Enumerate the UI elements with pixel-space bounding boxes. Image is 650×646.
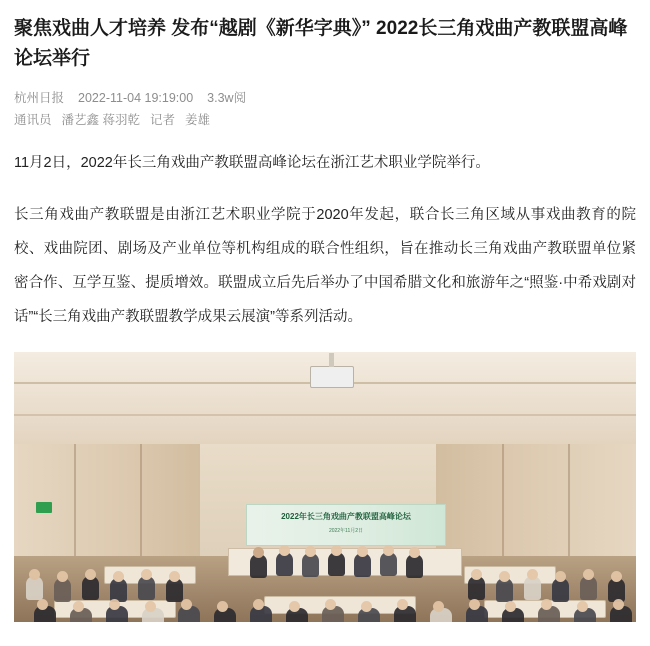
person <box>70 608 92 622</box>
person <box>468 576 485 600</box>
meta-datetime: 2022-11-04 19:19:00 <box>78 91 194 105</box>
exit-sign-icon <box>36 502 52 513</box>
article-paragraph-2: 长三角戏曲产教联盟是由浙江艺术职业学院于2020年发起，联合长三角区域从事戏曲教育的院校、戏曲院团、剧场及产业单位等机构组成的联合性组织，旨在推动长三角戏曲产教联盟单位紧密合作、互学互鉴、提质增效。联盟成立后先后举办了中国希腊文化和旅游年之“照鉴·中希戏剧对话”“长三角戏曲产教联盟教学成果云展演”等系列活动。 <box>14 207 636 325</box>
reporter-label: 记者 <box>150 113 176 127</box>
person <box>430 608 452 622</box>
person <box>106 606 128 622</box>
banner-title: 2022年长三角戏曲产教联盟高峰论坛 <box>281 512 411 521</box>
banner-subtitle: 2022年11月2日 <box>328 528 364 534</box>
person <box>54 578 71 602</box>
stage-banner <box>246 504 446 546</box>
person <box>322 606 344 622</box>
meta-read-count: 3.3w阅 <box>207 91 247 105</box>
person <box>138 576 155 600</box>
person <box>610 606 632 622</box>
reporter-name: 姜雄 <box>185 113 211 127</box>
person <box>580 576 597 600</box>
byline-names: 潘艺鑫 蒋羽乾 <box>61 113 140 127</box>
person <box>496 578 513 602</box>
person <box>286 608 308 622</box>
person <box>394 606 416 622</box>
projector-icon <box>310 366 354 388</box>
article-meta <box>14 88 636 108</box>
article-photo <box>14 352 636 622</box>
person <box>302 553 319 577</box>
person <box>502 608 524 622</box>
audience-group <box>14 548 636 622</box>
person <box>178 606 200 622</box>
person <box>34 606 56 622</box>
meta-source: 杭州日报 <box>14 91 65 105</box>
person <box>406 554 423 578</box>
article-paragraph-1: 11月2日，2022年长三角戏曲产教联盟高峰论坛在浙江艺术职业学院举行。 <box>14 155 490 171</box>
byline-label: 通讯员 <box>14 113 52 127</box>
person <box>26 576 43 600</box>
person <box>574 608 596 622</box>
conference-hall-illustration <box>14 352 636 622</box>
page-title: 聚焦戏曲人才培养 发布“越剧《新华字典》” 2022长三角戏曲产教联盟高峰论坛举行 <box>14 18 628 69</box>
person <box>524 576 541 600</box>
article-byline <box>14 110 636 130</box>
person <box>166 578 183 602</box>
person <box>466 606 488 622</box>
person <box>276 552 293 576</box>
person <box>552 578 569 602</box>
person <box>538 606 560 622</box>
person <box>82 576 99 600</box>
wall-right <box>436 444 636 564</box>
person <box>250 554 267 578</box>
person <box>142 608 164 622</box>
person <box>380 552 397 576</box>
person <box>250 606 272 622</box>
person <box>214 608 236 622</box>
person <box>328 552 345 576</box>
person <box>358 608 380 622</box>
person <box>354 553 371 577</box>
